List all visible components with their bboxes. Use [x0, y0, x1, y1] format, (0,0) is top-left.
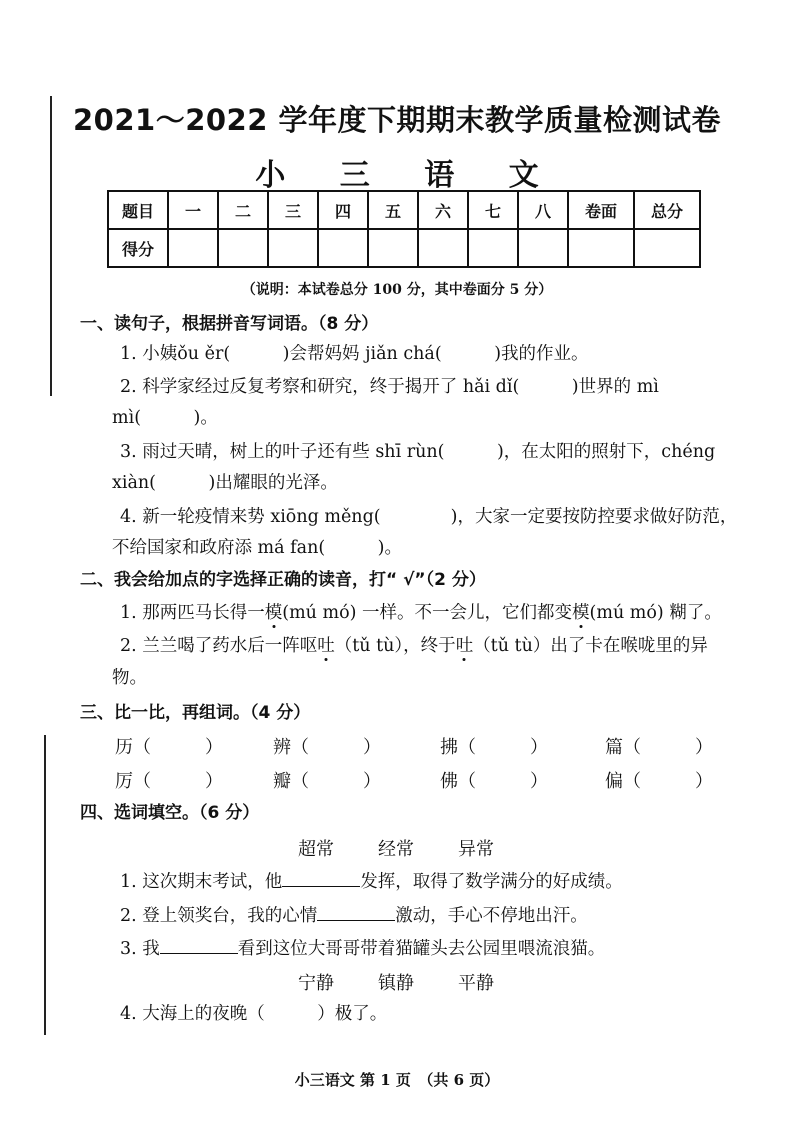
- score-header-cell: 三: [268, 191, 318, 229]
- section2-q2-text: （tǔ tù），终于: [334, 636, 456, 656]
- score-header-cell: 七: [468, 191, 518, 229]
- score-cell[interactable]: [518, 229, 568, 267]
- score-cell[interactable]: [634, 229, 700, 267]
- word-choice: 平静: [458, 973, 494, 994]
- binding-margin-line-top: [50, 96, 52, 396]
- score-table-header-row: [108, 191, 700, 229]
- score-header-cell: 二: [218, 191, 268, 229]
- compare-item: 辨（ ）: [273, 737, 381, 758]
- word-choice: 异常: [458, 839, 494, 860]
- section2-question-1: [120, 601, 722, 625]
- section3-heading: 三、比一比，再组词。（4 分）: [80, 703, 311, 723]
- section1-question-2: 2. 科学家经过反复考察和研究，终于揭开了 hǎi dǐ( )世界的 mì: [120, 377, 659, 397]
- compare-item: 瓣（ ）: [273, 771, 381, 792]
- section2-q2-text: 2. 兰兰喝了药水后一阵呕: [120, 636, 318, 656]
- score-cell[interactable]: [568, 229, 634, 267]
- score-header-cell: 一: [168, 191, 218, 229]
- score-cell[interactable]: [468, 229, 518, 267]
- word-choice: 超常: [298, 839, 334, 860]
- section2-q2-text: （tǔ tù）出了卡在喉咙里的异: [473, 636, 708, 656]
- section1-question-3: 3. 雨过天晴，树上的叶子还有些 shī rùn( )，在太阳的照射下，chéng: [120, 442, 716, 462]
- fill-blank[interactable]: [282, 868, 360, 887]
- word-choice: 经常: [378, 839, 414, 860]
- fill-blank[interactable]: [160, 935, 238, 954]
- compare-item: 拂（ ）: [440, 737, 548, 758]
- exam-subtitle: 小 三 语 文: [255, 158, 561, 193]
- section2-question-2: [120, 634, 708, 658]
- exam-note: （说明：本试卷总分 100 分，其中卷面分 5 分）: [241, 282, 553, 298]
- section4-q3-text: 看到这位大哥哥带着猫罐头去公园里喂流浪猫。: [237, 939, 606, 959]
- score-table: [107, 190, 701, 268]
- word-choices-1: [298, 835, 538, 861]
- section4-question-3: [120, 935, 605, 961]
- compare-item: 厉（ ）: [115, 771, 223, 792]
- score-header-cell: 六: [418, 191, 468, 229]
- compare-item: 篇（ ）: [605, 737, 713, 758]
- score-cell[interactable]: [318, 229, 368, 267]
- section4-q1-text: 1. 这次期末考试，他: [120, 872, 283, 892]
- score-cell[interactable]: [168, 229, 218, 267]
- section1-question-1: 1. 小姨ǒu ěr( )会帮妈妈 jiǎn chá( )我的作业。: [120, 344, 589, 364]
- compare-item: 历（ ）: [115, 737, 223, 758]
- score-cell[interactable]: [268, 229, 318, 267]
- section4-q1-text: 发挥，取得了数学满分的好成绩。: [360, 872, 623, 892]
- section2-question-2-cont: 物。: [112, 668, 147, 688]
- word-choice: 宁静: [298, 973, 334, 994]
- score-header-cell: 八: [518, 191, 568, 229]
- dotted-character: 吐: [455, 636, 474, 656]
- section4-question-2: [120, 902, 588, 928]
- exam-title: 2021～2022 学年度下期期末教学质量检测试卷: [72, 103, 722, 137]
- section4-heading: 四、选词填空。（6 分）: [80, 803, 260, 823]
- score-header-cell: 五: [368, 191, 418, 229]
- page-footer: 小三语文 第 1 页 （共 6 页）: [294, 1071, 500, 1089]
- fill-blank[interactable]: [317, 902, 395, 921]
- dotted-character: 模: [572, 603, 590, 623]
- section1-question-3-cont: xiàn( )出耀眼的光泽。: [112, 473, 338, 493]
- section2-q1-text: 1. 那两匹马长得一: [120, 603, 265, 623]
- score-header-cell: 卷面: [568, 191, 634, 229]
- section1-heading: 一、读句子，根据拼音写词语。（8 分）: [80, 314, 379, 334]
- section4-q2-text: 激动，手心不停地出汗。: [395, 906, 588, 926]
- score-cell[interactable]: [368, 229, 418, 267]
- word-choice: 镇静: [378, 973, 414, 994]
- score-row-label: 得分: [108, 229, 168, 267]
- section4-q2-text: 2. 登上领奖台，我的心情: [120, 906, 318, 926]
- score-header-cell: 题目: [108, 191, 168, 229]
- score-cell[interactable]: [218, 229, 268, 267]
- section1-question-4: 4. 新一轮疫情来势 xiōng měng( )，大家一定要按防控要求做好防范，: [120, 507, 738, 527]
- section4-question-4: 4. 大海上的夜晚（ ）极了。: [120, 1004, 388, 1024]
- score-table-score-row: [108, 229, 700, 267]
- word-choices-2: [298, 969, 538, 995]
- section4-q3-text: 3. 我: [120, 939, 160, 959]
- score-header-cell: 四: [318, 191, 368, 229]
- section2-q1-text: (mú mó) 一样。不一会儿，它们都变: [282, 603, 573, 623]
- compare-item: 佛（ ）: [440, 771, 548, 792]
- section4-question-1: [120, 868, 623, 894]
- binding-margin-line-bottom: [44, 735, 46, 1035]
- score-header-cell: 总分: [634, 191, 700, 229]
- section1-question-2-cont: mì( )。: [112, 408, 218, 428]
- compare-item: 偏（ ）: [605, 771, 713, 792]
- section2-q1-text: (mú mó) 糊了。: [589, 603, 722, 623]
- section2-heading: 二、我会给加点的字选择正确的读音，打“ √”（2 分）: [80, 570, 486, 590]
- score-cell[interactable]: [418, 229, 468, 267]
- section1-question-4-cont: 不给国家和政府添 má fan( )。: [112, 538, 402, 558]
- dotted-character: 模: [264, 603, 283, 623]
- dotted-character: 吐: [317, 636, 335, 656]
